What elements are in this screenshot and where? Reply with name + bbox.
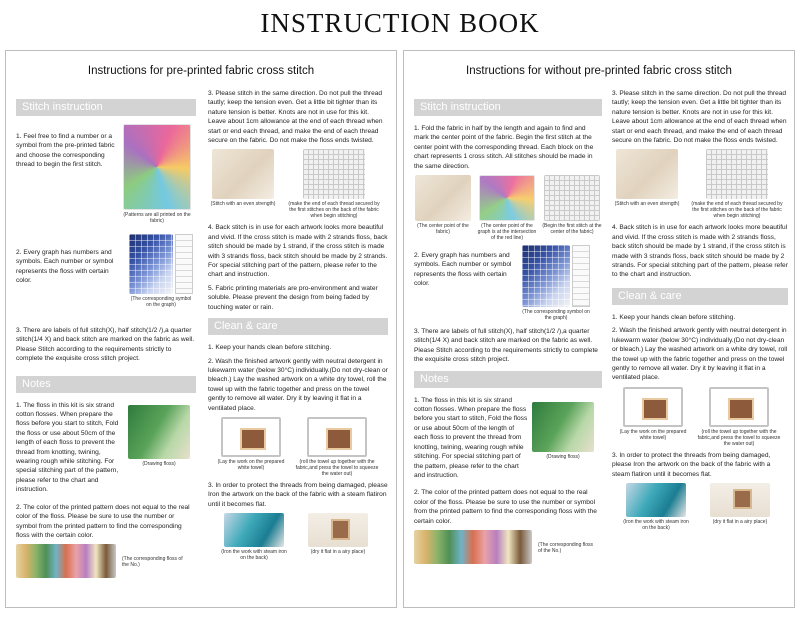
step-3-direction-text: 3. Please stitch in the same direction. Do not pull the thread tautly; keep the tension even. Get a little bit tighter than its nature tension is better. Knots are not in use for this kit. Leave about 1cm allowance at the end of each thread when start or end each thread, and make the end of each thread secure on the fabric. Do not make the floss ends twisted.: [612, 90, 787, 145]
caption: (The corresponding floss of the No.): [538, 541, 594, 554]
figure-center-point: [414, 175, 602, 241]
section-header-clean: Clean & care: [612, 288, 788, 305]
figure-floss-numbers: [414, 530, 602, 564]
figure-tension: [208, 149, 388, 219]
note-1-text: 1. The floss in this kit is six strand cotton flosses. When prepare the floss before you start to stitch, Fold the floss or use about 50cm of the length of each floss to prevent the thread from knotting, twining, wearing rough while stitching. For special stitching part of the pattern, please refer to the chart and instruction.: [16, 401, 119, 494]
panel-title: Instructions for without pre-printed fabric cross stitch: [466, 65, 732, 77]
caption: (The corresponding symbol on the graph): [522, 309, 590, 322]
caption: (dry it flat in a airy place): [310, 549, 366, 556]
caption: (dry it flat in a airy place): [712, 518, 768, 525]
panel-title: Instructions for pre-printed fabric cross stitch: [87, 65, 315, 77]
book-title: INSTRUCTION BOOK: [260, 8, 540, 38]
caption: (Stitch with an even strength): [210, 201, 276, 208]
caption: (Begin the first stitch at the center of the fabric): [542, 223, 602, 236]
panel-pre-printed: [5, 50, 397, 608]
left-column-1: [16, 99, 196, 578]
figure-drawing-floss: [532, 402, 594, 485]
caption: (The center point of the graph is at the intersection of the red line): [477, 223, 537, 242]
step-1-block: [16, 124, 196, 224]
care-3-text: 3. In order to protect the threads from being damaged, please Iron the artwork on the back of the fabric with a steam flatiron until it becomes flat.: [612, 451, 771, 478]
lay-work-image: [623, 387, 683, 427]
step-3-direction-text: 3. Please stitch in the same direction. Do not pull the thread tautly; keep the tension even. Get a little bit tighter than its nature tension is better. Knots are not in use for this kit. Leave about 1cm allowance at the end of each thread when start or end each thread, and make the end of each thread secure on the fabric. Do not make the floss ends twisted.: [208, 90, 383, 145]
graph-center-image: [479, 175, 535, 221]
legend-image: [572, 245, 590, 307]
lay-work-image: [221, 417, 281, 457]
step-3-text: 3. There are labels of full stitch(X), half stitch(1/2 /),a quarter stitch(1/4 X) and back stitch are marked on the fabric as well. Please Stitch according to the requirements strictly to complete the exquisite cross stitch project.: [414, 328, 598, 364]
figure-drawing-floss: [128, 405, 190, 499]
figure-graph-symbols: [522, 245, 590, 321]
note-2-text: 2. The color of the printed pattern does not equal to the real color of the floss. Please be sure to use the number or symbol from the printed pattern to find the corresponding floss with the certain color.: [16, 503, 190, 539]
step-2-text: 2. Every graph has numbers and symbols. Each number or symbol represents the floss with certain color.: [16, 249, 114, 285]
drawing-floss-image: [128, 405, 190, 459]
caption: (Lay the work on the prepared white towel): [217, 458, 285, 471]
steam-iron-image: [224, 513, 284, 547]
step-1-text: 1. Fold the fabric in half by the length and again to find and mark the center point of the fabric. Begin the first stitch at the center point with the corresponding thread. Each block on the chart represents 1 cross stitch. All stitches should be made in the same direction.: [414, 125, 594, 170]
right-column-1: [414, 99, 602, 564]
caption: (Patterns are all printed on the fabric): [123, 212, 191, 224]
caption: (The center point of the fabric): [417, 223, 469, 236]
caption: (Drawing floss): [546, 453, 580, 460]
section-header-stitch: Stitch instruction: [414, 99, 602, 116]
caption: (Lay the work on the prepared white towel): [619, 428, 687, 441]
figure-tension: [612, 149, 788, 219]
even-stitch-image: [212, 149, 274, 199]
caption: (The corresponding symbol on the graph): [130, 296, 192, 308]
figure-floss-numbers: [16, 544, 196, 578]
note-1-text: 1. The floss in this kit is six strand cotton flosses. When prepare the floss before you start to stitch, Fold the floss or use about 50cm of the length of each floss to prevent the thread from knotting, twining, wearing rough while stitching. For special stitching part of the pattern, please refer to the chart and instruction.: [414, 396, 528, 479]
even-stitch-image: [616, 149, 678, 199]
dry-flat-image: [308, 513, 368, 547]
fabric-center-image: [415, 175, 471, 221]
panel-without-pre-printed: [403, 50, 795, 608]
section-header-clean: Clean & care: [208, 318, 388, 335]
secure-end-image: [303, 149, 365, 199]
graph-image: [129, 234, 173, 294]
graph-image: [522, 245, 570, 307]
caption: (Stitch with an even strength): [614, 201, 680, 208]
caption: (Drawing floss): [142, 460, 176, 467]
floss-skeins-image: [16, 544, 116, 578]
section-header-stitch: Stitch instruction: [16, 99, 196, 116]
note-2-text: 2. The color of the printed pattern does not equal to the real color of the floss. Please be sure to use the number or symbol from the printed pattern to find the corresponding floss with the certain color.: [414, 489, 597, 525]
figure-printed-fabric: [122, 124, 192, 224]
right-column-2: [612, 89, 788, 535]
caption: (Iron the work with steam iron on the back): [623, 518, 689, 531]
secure-end-image: [706, 149, 768, 199]
caption: (make the end of each thread secured by the first stitches on the back of the fabric when begin stitching): [288, 201, 380, 220]
caption: (make the end of each thread secured by the first stitches on the back of the fabric when begin stitching): [691, 201, 783, 220]
care-3-text: 3. In order to protect the threads from being damaged, please Iron the artwork on the back of the fabric with a steam flatiron until it becomes flat.: [208, 481, 388, 508]
section-header-notes: Notes: [414, 371, 602, 388]
roll-towel-image: [709, 387, 769, 427]
step-5-text: 5. Fabric printing materials are pro-environment and water soluble. Please prevent the design from being faded by touching water or rain.: [208, 284, 378, 311]
drawing-floss-image: [532, 402, 594, 452]
step-1-text: 1. Feel free to find a number or a symbol from the pre-printed fabric and choose the corresponding thread to begin the first stitch.: [16, 133, 115, 169]
caption: (roll the towel up together with the fabric,and press the towel to squeeze the water out): [295, 458, 379, 477]
roll-towel-image: [307, 417, 367, 457]
section-header-notes: Notes: [16, 376, 196, 393]
note-1-block: [16, 401, 196, 499]
note-1-block: [414, 396, 602, 485]
step-2-block: [16, 234, 196, 308]
caption: (Iron the work with steam iron on the back): [221, 549, 287, 562]
figure-graph-symbols: [128, 234, 194, 308]
figure-towel: [612, 387, 788, 447]
care-2-text: 2. Wash the finished artwork gently with neutral detergent in lukewarm water (below 30°C) individually.(Do not dry-clean or bleach.) Lay the washed artwork on a white dry towel, roll the towel up with the fabric together and press on the towel gently to remove all water. Dry it by leaving it flat in a ventilated place.: [208, 357, 388, 412]
figure-iron: [612, 483, 788, 531]
care-1-text: 1. Keep your hands clean before stitching.: [208, 344, 332, 352]
step-4-text: 4. Back stitch is in use for each artwork looks more beautiful and vivid. If the cross stitch is made with 2 strands floss, back stitch should be made by 1 strand, if the cross stitch is made with 3 strands floss, back stitch should be made by 2 strands. For special stitching part of the pattern, please refer to the chart and instruction.: [612, 224, 788, 279]
caption: (The corresponding floss of the No.): [122, 556, 183, 569]
left-column-2: [208, 89, 388, 565]
step-2-text: 2. Every graph has numbers and symbols. Each number or symbol represents the floss with certain color.: [414, 252, 512, 288]
legend-image: [175, 234, 193, 294]
step-3-text: 3. There are labels of full stitch(X), half stitch(1/2 /),a quarter stitch(1/4 X) and back stitch are marked on the fabric as well. Please Stitch according to the requirements strictly to complete the exquisite cross stitch project.: [16, 327, 195, 363]
printed-fabric-image: [123, 124, 191, 210]
floss-skeins-image: [414, 530, 532, 564]
step-2-block: [414, 245, 602, 321]
dry-flat-image: [710, 483, 770, 517]
step-4-text: 4. Back stitch is in use for each artwork looks more beautiful and vivid. If the cross stitch is made with 2 strands floss, back stitch should be made by 1 strand, if the cross stitch is made with 3 strands floss, back stitch should be made by 2 strands. For special stitching part of the pattern, please refer to the chart and instruction.: [208, 224, 388, 279]
care-1-text: 1. Keep your hands clean before stitching.: [612, 313, 736, 321]
figure-towel: [208, 417, 388, 477]
care-2-text: 2. Wash the finished artwork gently with neutral detergent in lukewarm water (below 30°C) individually.(Do not dry-clean or bleach.) Lay the washed artwork on a white dry towel, roll the towel up with the fabric together and press on the towel gently to remove all water. Dry it by leaving it flat in a ventilated place.: [612, 327, 788, 382]
figure-iron: [208, 513, 388, 561]
caption: (roll the towel up together with the fabric,and press the towel to squeeze the water out): [697, 428, 781, 447]
begin-stitch-image: [544, 175, 600, 221]
steam-iron-image: [626, 483, 686, 517]
